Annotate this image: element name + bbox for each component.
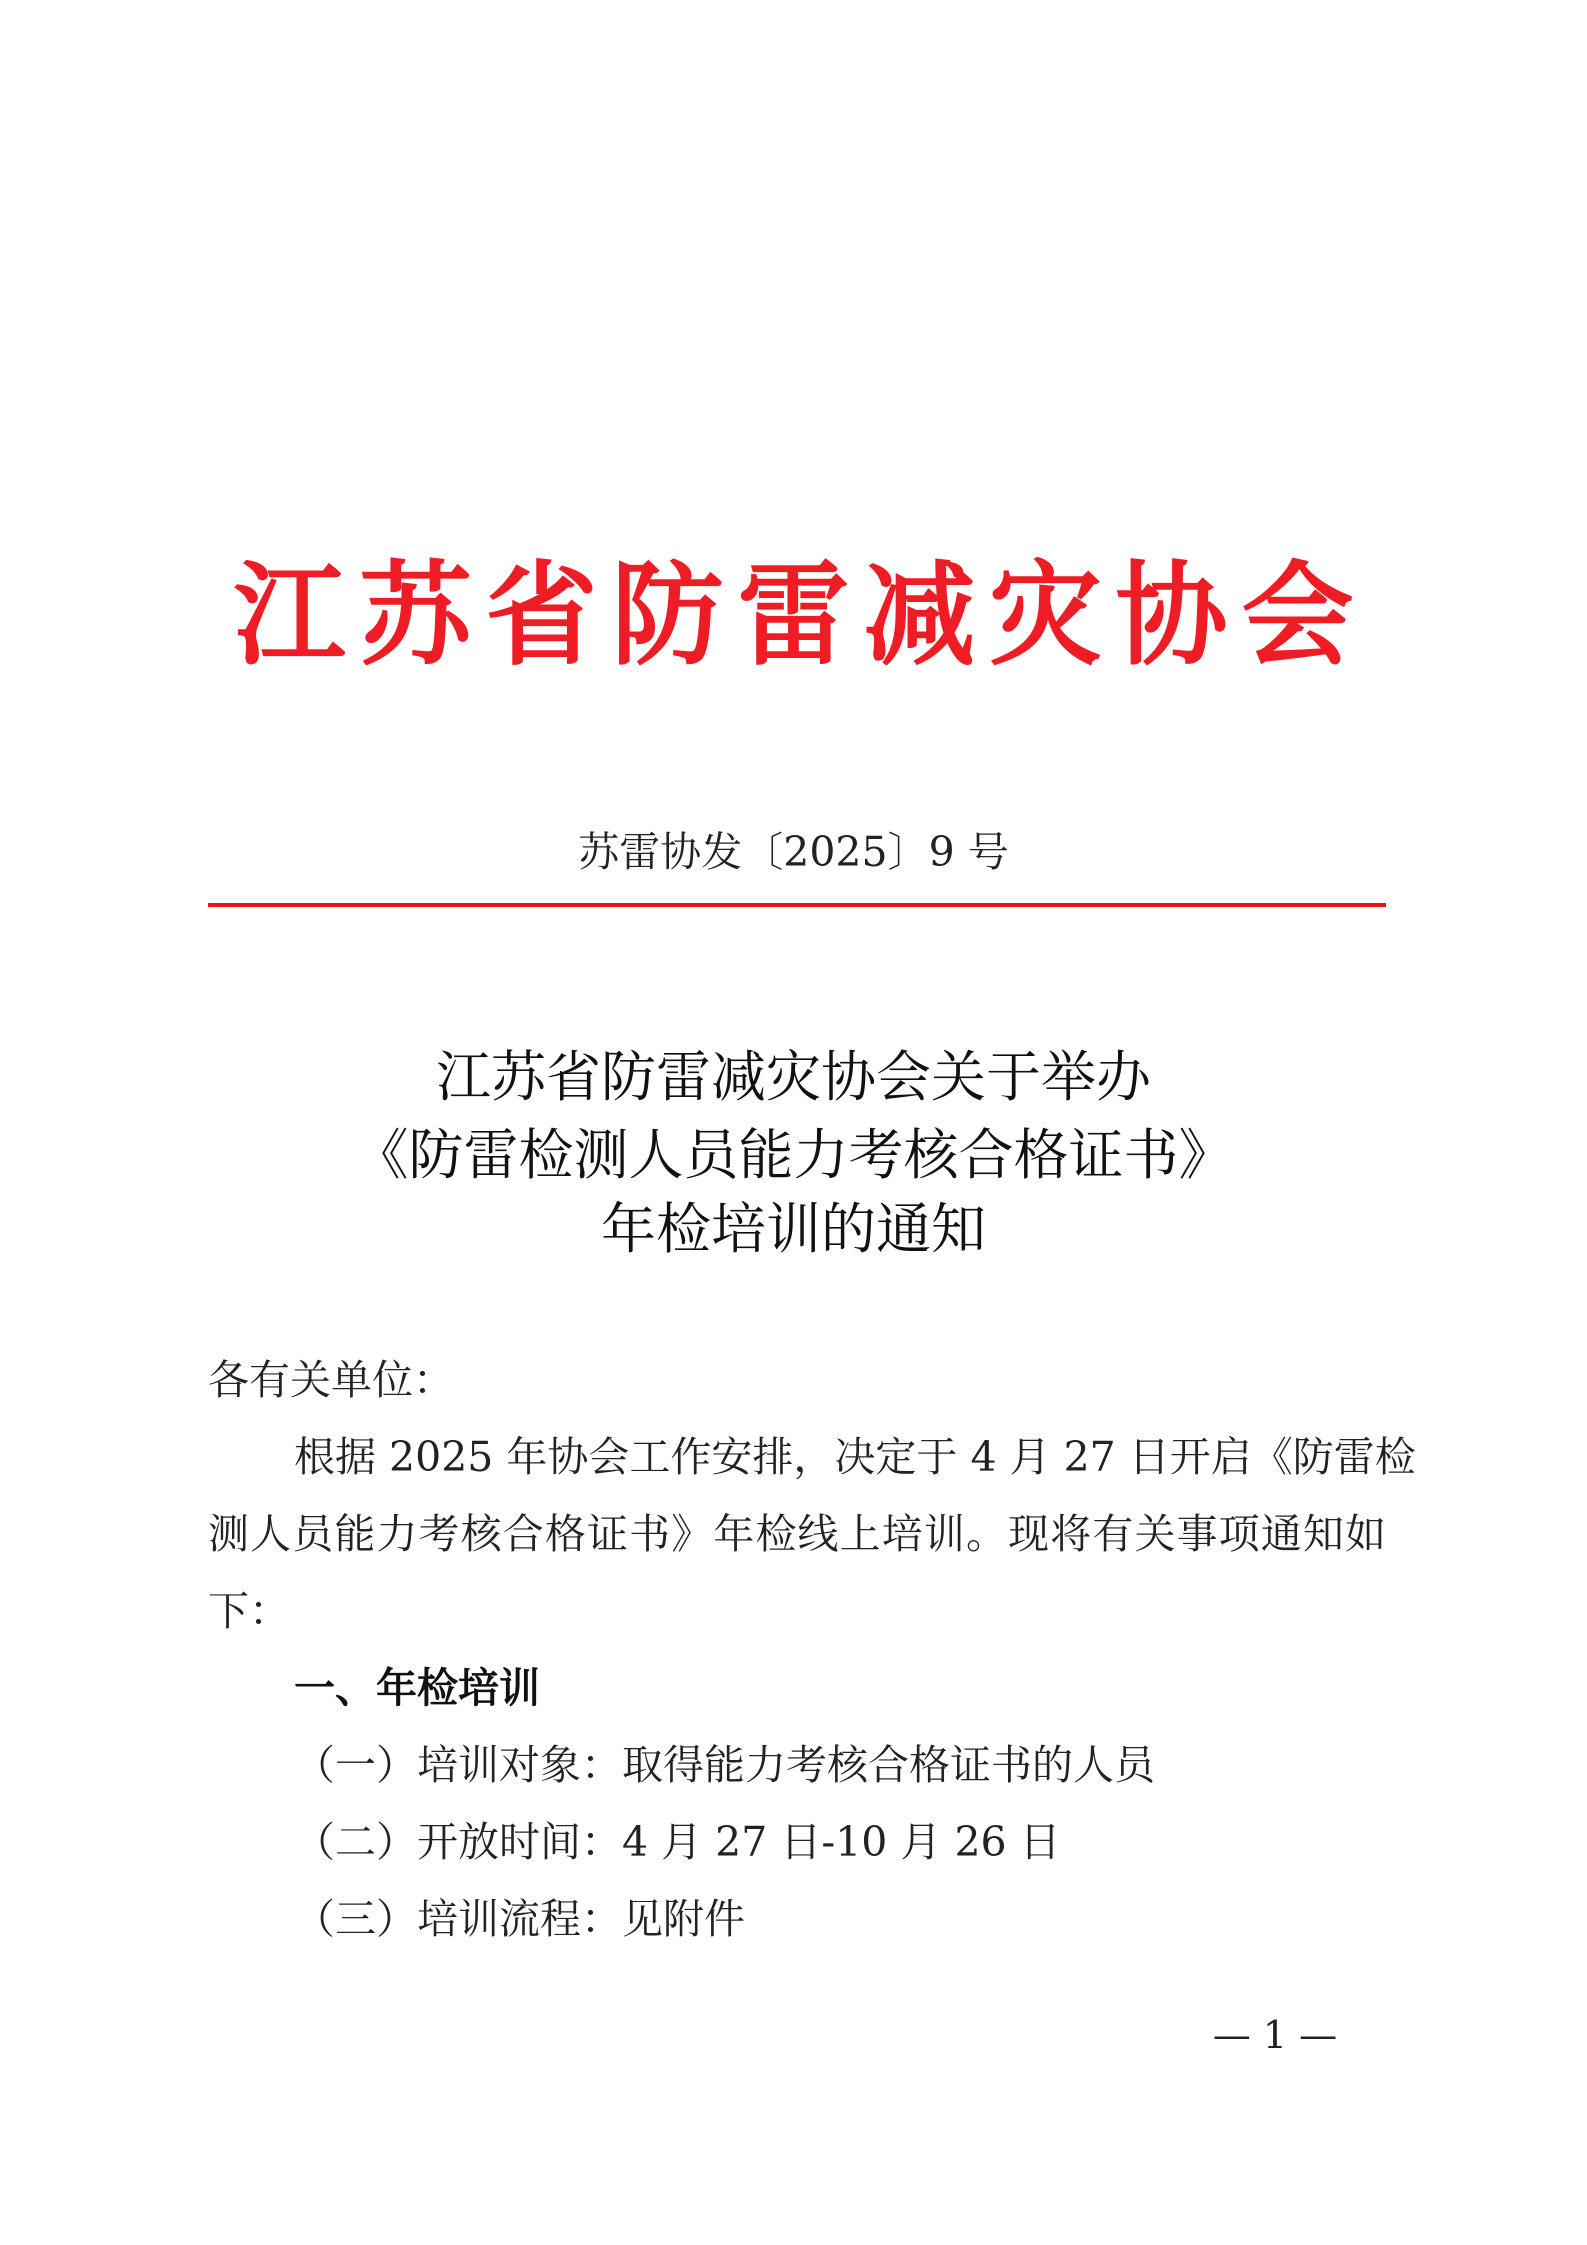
notice-title-line-2: 《防雷检测人员能力考核合格证书》 — [353, 1123, 1234, 1187]
document-number: 苏雷协发〔2025〕9 号 — [578, 828, 1009, 876]
notice-title-line-1: 江苏省防雷减灾协会关于举办 — [435, 1045, 1151, 1109]
list-item-training-target: （一）培训对象：取得能力考核合格证书的人员 — [294, 1741, 1155, 1789]
salutation: 各有关单位： — [208, 1356, 454, 1404]
paragraph-line-3: 下： — [208, 1587, 290, 1635]
paragraph-line-1: 根据 2025 年协会工作安排，决定于 4 月 27 日开启《防雷检 — [294, 1433, 1416, 1481]
notice-title-line-3: 年检培训的通知 — [600, 1197, 986, 1261]
red-separator-line — [208, 903, 1386, 907]
issuing-organization-header: 江苏省防雷减灾协会 — [233, 550, 1368, 681]
list-item-open-period: （二）开放时间：4 月 27 日-10 月 26 日 — [294, 1818, 1061, 1866]
section-heading: 一、年检培训 — [294, 1664, 540, 1712]
page-number: — 1 — — [1212, 2013, 1338, 2057]
list-item-training-process: （三）培训流程：见附件 — [294, 1895, 745, 1943]
paragraph-line-2: 测人员能力考核合格证书》年检线上培训。现将有关事项通知如 — [208, 1510, 1386, 1558]
